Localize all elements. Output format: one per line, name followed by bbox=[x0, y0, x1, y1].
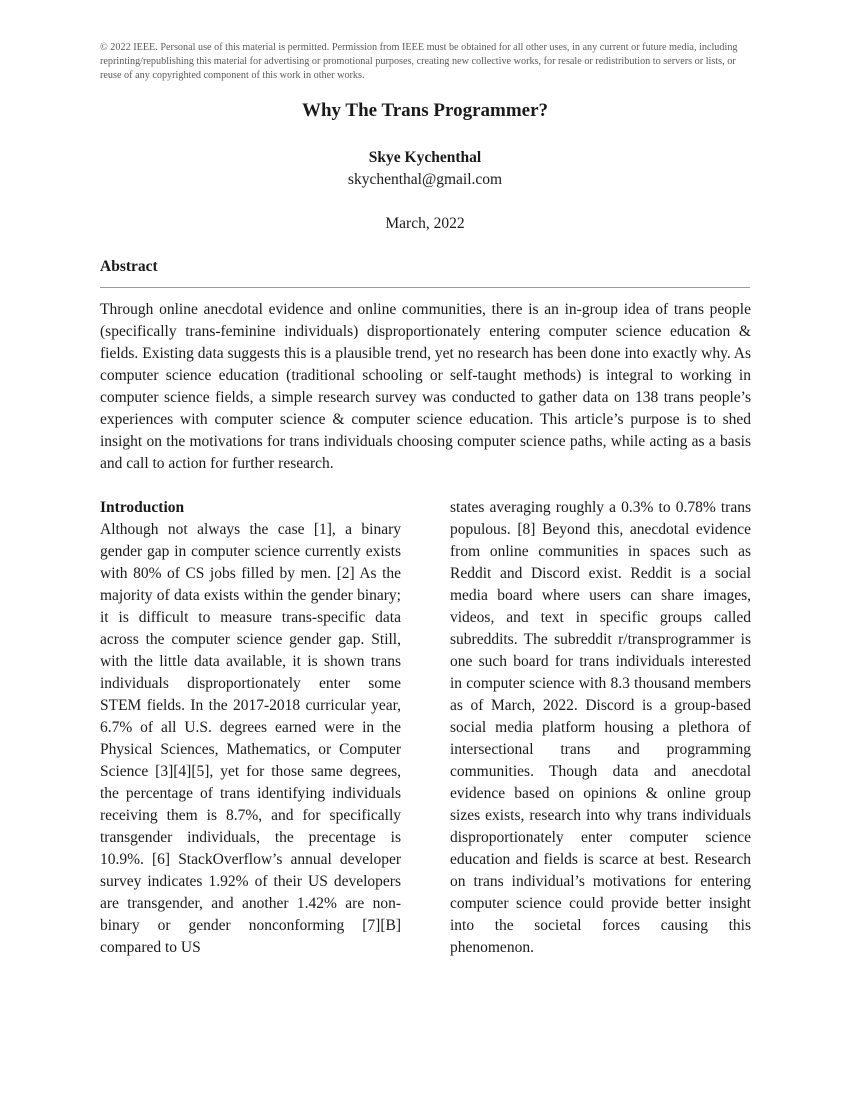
paper-title: Why The Trans Programmer? bbox=[301, 100, 549, 121]
author-email: skychenthal@gmail.com bbox=[347, 171, 503, 188]
introduction-heading: Introduction bbox=[100, 499, 185, 516]
abstract-heading: Abstract bbox=[100, 258, 158, 275]
publication-date: March, 2022 bbox=[385, 215, 465, 232]
author-name: Skye Kychenthal bbox=[368, 149, 482, 166]
left-column bbox=[100, 497, 401, 959]
abstract-divider bbox=[100, 287, 750, 288]
right-column bbox=[450, 497, 751, 959]
abstract-text: Through online anecdotal evidence and online communities, there is an in-group idea of trans people (specifically trans-feminine individuals) disproportionately entering computer science education & fields. Existing data suggests this is a plausible trend, yet no research has been done into exactly why. As computer science education (traditional schooling or self-taught methods) is integral to working in computer science fields, a simple research survey was conducted to gather data on 138 trans people’s experiences with computer science & computer science education. This article’s purpose is to shed insight on the motivations for trans individuals choosing computer science paths, while acting as a basis and call to action for further research. bbox=[100, 301, 751, 472]
introduction-text-left: Although not always the case [1], a binary gender gap in computer science currently exists with 80% of CS jobs filled by men. [2] As the majority of data exists within the gender binary; it is difficult to measure trans-specific data across the computer science gender gap. Still, with the little data available, it is shown trans individuals disproportionately enter some STEM fields. In the 2017-2018 curricular year, 6.7% of all U.S. degrees earned were in the Physical Sciences, Mathematics, or Computer Science [3][4][5], yet for those same degrees, the percentage of trans identifying individuals receiving them is 8.7%, and for specifically transgender individuals, the precentage is 10.9%. [6] StackOverflow’s annual developer survey indicates 1.92% of their US developers are transgender, and another 1.42% are non-binary or gender nonconforming [7][B] compared to US bbox=[100, 521, 401, 956]
copyright-notice: © 2022 IEEE. Personal use of this material is permitted. Permission from IEEE must be obtained for all other uses, in any current or future media, including reprinting/republishing this material for advertising or promotional purposes, creating new collective works, for resale or redistribution to servers or lists, or reuse of any copyrighted component of this work in other works. bbox=[100, 42, 738, 81]
introduction-text-right: states averaging roughly a 0.3% to 0.78% trans populous. [8] Beyond this, anecdotal evidence from online communities in spaces such as Reddit and Discord exist. Reddit is a social media board where users can share images, videos, and text in specific groups called subreddits. The subreddit r/transprogrammer is one such board for trans individuals interested in computer science with 8.3 thousand members as of March, 2022. Discord is a group-based social media platform housing a plethora of intersectional trans and programming communities. Though data and anecdotal evidence based on opinions & online group sizes exists, research into why trans individuals disproportionately enter computer science education and fields is scarce at best. Research on trans individual’s motivations for entering computer science could provide better insight into the societal forces causing this phenomenon. bbox=[450, 499, 751, 956]
